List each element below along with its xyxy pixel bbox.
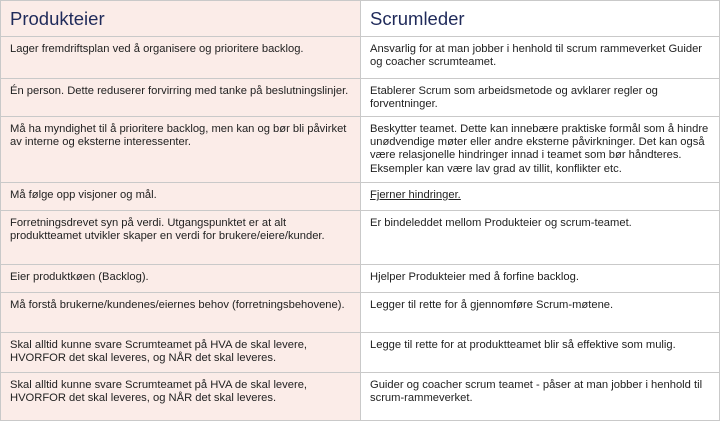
- fjerner-hindringer-link[interactable]: Fjerner hindringer.: [370, 189, 461, 201]
- header-row: [1, 1, 720, 37]
- cell-produkteier: Forretningsdrevet syn på verdi. Utgangspunktet er at alt produktteamet utvikler skaper en verdi for brukere/eiere/kunder.: [1, 211, 361, 265]
- cell-produkteier: Én person. Dette reduserer forvirring med tanke på beslutningslinjer.: [1, 79, 361, 117]
- cell-scrumleder: Legger til rette for å gjennomføre Scrum-møtene.: [361, 293, 720, 333]
- cell-scrumleder: Etablerer Scrum som arbeidsmetode og avklarer regler og forventninger.: [361, 79, 720, 117]
- cell-scrumleder: Hjelper Produkteier med å forfine backlog.: [361, 265, 720, 293]
- cell-scrumleder: Ansvarlig for at man jobber i henhold til scrum rammeverket Guider og coacher scrumteamet.: [361, 37, 720, 79]
- cell-scrumleder: Er bindeleddet mellom Produkteier og scrum-teamet.: [361, 211, 720, 265]
- cell-produkteier: Må følge opp visjoner og mål.: [1, 183, 361, 211]
- cell-scrumleder: Beskytter teamet. Dette kan innebære praktiske formål som å hindre unødvendige møter eller andre eksterne påvirkninger. Det kan også være relasjonelle hindringer innad i teamet som bør håndteres. Eksempler kan være lav grad av tillit, konflikter etc.: [361, 117, 720, 183]
- cell-produkteier: Lager fremdriftsplan ved å organisere og prioritere backlog.: [1, 37, 361, 79]
- table-row: [1, 117, 720, 183]
- cell-scrumleder[interactable]: [361, 183, 720, 211]
- cell-produkteier: Skal alltid kunne svare Scrumteamet på HVA de skal levere, HVORFOR det skal leveres, og NÅR det skal leveres.: [1, 333, 361, 373]
- cell-produkteier: Skal alltid kunne svare Scrumteamet på HVA de skal levere, HVORFOR det skal leveres, og NÅR det skal leveres.: [1, 373, 361, 421]
- table-row: [1, 265, 720, 293]
- header-scrumleder: Scrumleder: [361, 1, 720, 37]
- cell-produkteier: Må ha myndighet til å prioritere backlog, men kan og bør bli påvirket av interne og eksterne interessenter.: [1, 117, 361, 183]
- cell-scrumleder: Legge til rette for at produktteamet blir så effektive som mulig.: [361, 333, 720, 373]
- cell-produkteier: Eier produktkøen (Backlog).: [1, 265, 361, 293]
- table-row: [1, 293, 720, 333]
- table-row: [1, 37, 720, 79]
- cell-scrumleder: Guider og coacher scrum teamet - påser at man jobber i henhold til scrum-rammeverket.: [361, 373, 720, 421]
- table-row: [1, 211, 720, 265]
- table-row: [1, 183, 720, 211]
- table-row: [1, 333, 720, 373]
- table-row: [1, 79, 720, 117]
- header-produkteier: Produkteier: [1, 1, 361, 37]
- cell-produkteier: Må forstå brukerne/kundenes/eiernes behov (forretningsbehovene).: [1, 293, 361, 333]
- table-row: [1, 373, 720, 421]
